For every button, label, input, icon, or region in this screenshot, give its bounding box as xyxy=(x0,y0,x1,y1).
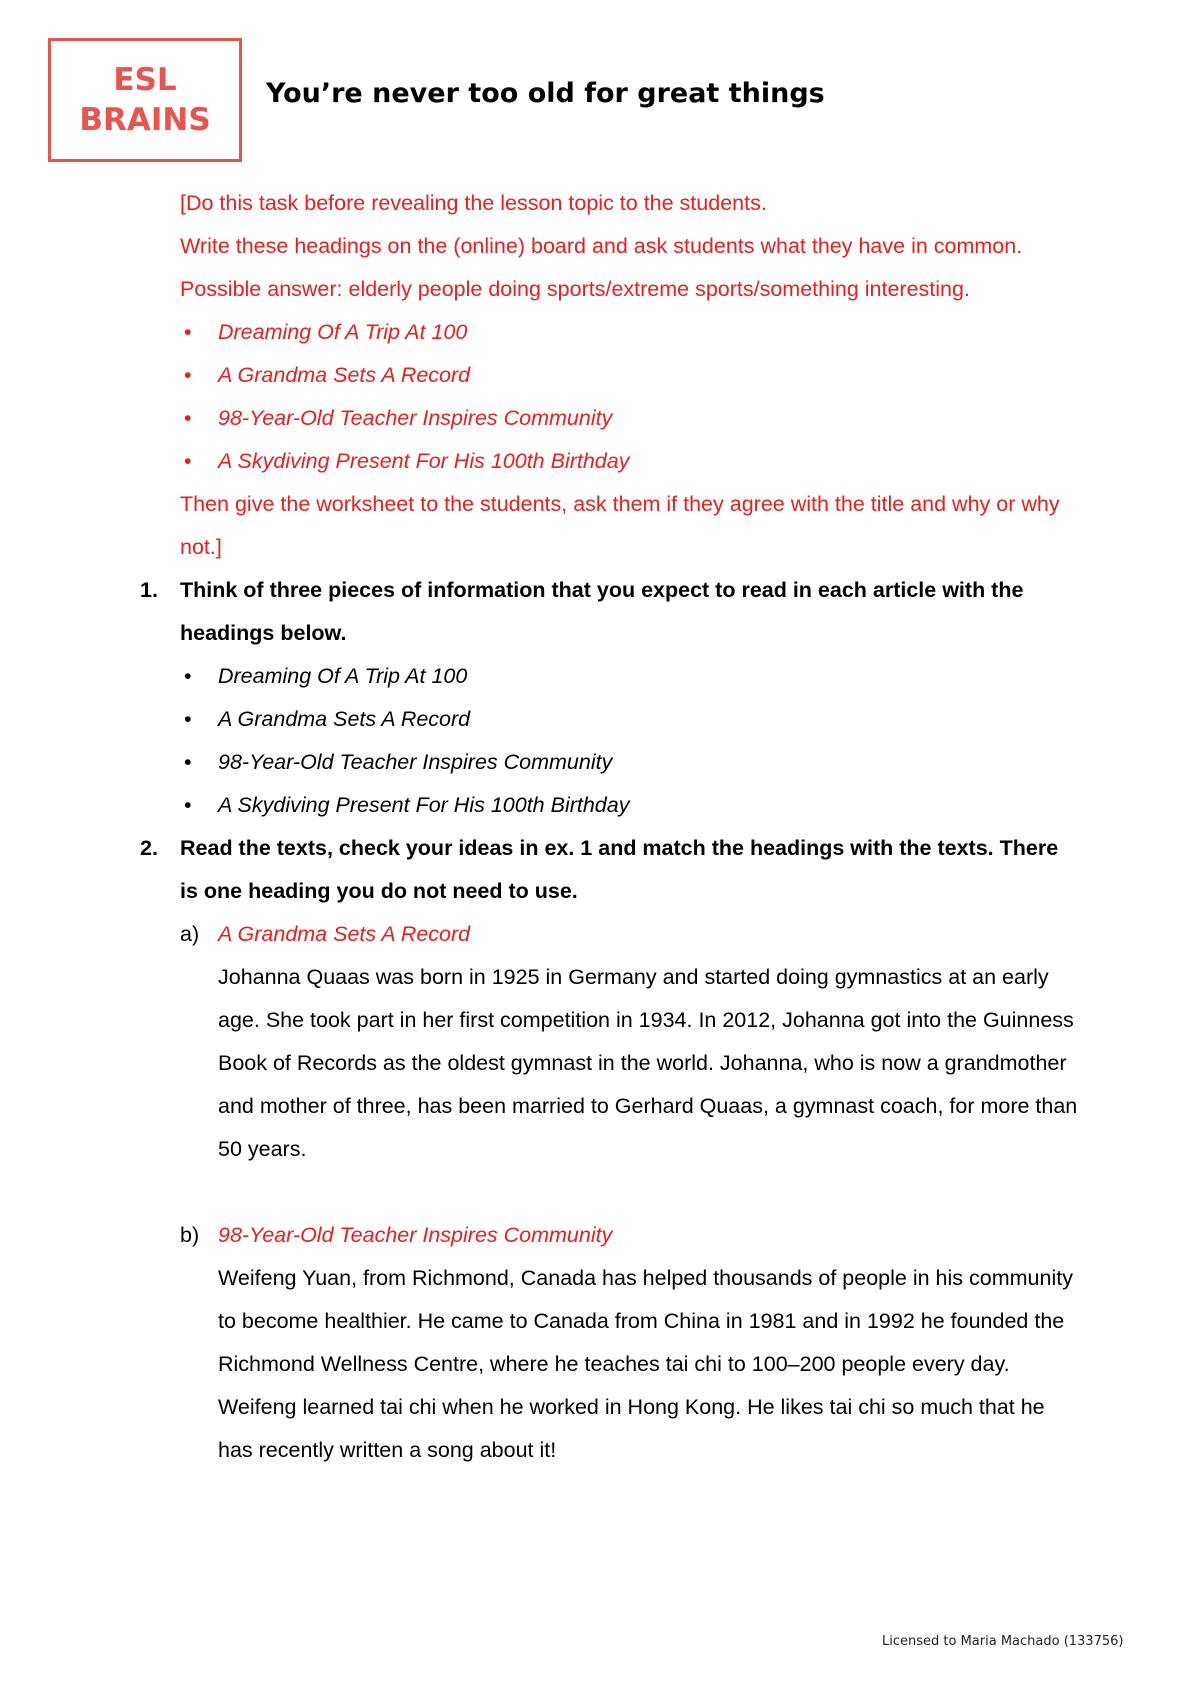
license-footer: Licensed to Maria Machado (133756) xyxy=(882,1634,1124,1649)
text-a-heading: A Grandma Sets A Record xyxy=(218,922,471,946)
list-item: • A Skydiving Present For His 100th Birthday xyxy=(180,440,1080,483)
list-item: • A Grandma Sets A Record xyxy=(180,354,1080,397)
list-item: • A Grandma Sets A Record xyxy=(180,698,1080,741)
teacher-note-instruction: Write these headings on the (online) board and ask students what they have in common. Possible answer: elderly people doing sports/extreme sports/something interesting. xyxy=(180,234,1023,301)
worksheet-content xyxy=(140,182,1080,1472)
exercise-2-prompt xyxy=(140,827,1080,913)
page-title: You’re never too old for great things xyxy=(266,78,825,109)
esl-brains-logo xyxy=(48,38,242,162)
logo-line-2: BRAINS xyxy=(79,102,211,138)
text-b-letter: b) xyxy=(180,1223,200,1247)
text-b xyxy=(180,1214,1080,1472)
list-item: • 98-Year-Old Teacher Inspires Community xyxy=(180,741,1080,784)
teacher-note-outro: Then give the worksheet to the students, ask them if they agree with the title and why or why not.] xyxy=(180,492,1060,559)
text-b-body: Weifeng Yuan, from Richmond, Canada has helped thousands of people in his community to become healthier. He came to Canada from China in 1981 and in 1992 he founded the Richmond Wellness Centre, where he teaches tai chi to 100–200 people every day. Weifeng learned tai chi when he worked in Hong Kong. He likes tai chi so much that he has recently written a song about it! xyxy=(218,1266,1073,1462)
list-item: • Dreaming Of A Trip At 100 xyxy=(180,311,1080,354)
exercise-1-number: 1. xyxy=(140,578,158,602)
exercise-1-headings xyxy=(180,655,1080,827)
exercise-1-text: Think of three pieces of information that you expect to read in each article with the headings below. xyxy=(180,578,1024,645)
exercise-2-number: 2. xyxy=(140,836,158,860)
text-a xyxy=(180,913,1080,1171)
teacher-note-intro: [Do this task before revealing the lesson topic to the students. xyxy=(180,191,767,215)
teacher-note xyxy=(180,182,1080,569)
text-a-letter: a) xyxy=(180,922,200,946)
exercise-1-prompt xyxy=(140,569,1080,655)
teacher-note-headings xyxy=(180,311,1080,483)
list-item: • A Skydiving Present For His 100th Birthday xyxy=(180,784,1080,827)
spacer xyxy=(180,1171,1080,1214)
text-a-body: Johanna Quaas was born in 1925 in Germany and started doing gymnastics at an early age. She took part in her first competition in 1934. In 2012, Johanna got into the Guinness Book of Records as the oldest gymnast in the world. Johanna, who is now a grandmother and mother of three, has been married to Gerhard Quaas, a gymnast coach, for more than 50 years. xyxy=(218,965,1078,1161)
text-b-heading: 98-Year-Old Teacher Inspires Community xyxy=(218,1223,613,1247)
logo-line-1: ESL xyxy=(113,62,177,98)
list-item: • 98-Year-Old Teacher Inspires Community xyxy=(180,397,1080,440)
list-item: • Dreaming Of A Trip At 100 xyxy=(180,655,1080,698)
exercise-2-text: Read the texts, check your ideas in ex. 1 and match the headings with the texts. There is one heading you do not need to use. xyxy=(180,836,1059,903)
